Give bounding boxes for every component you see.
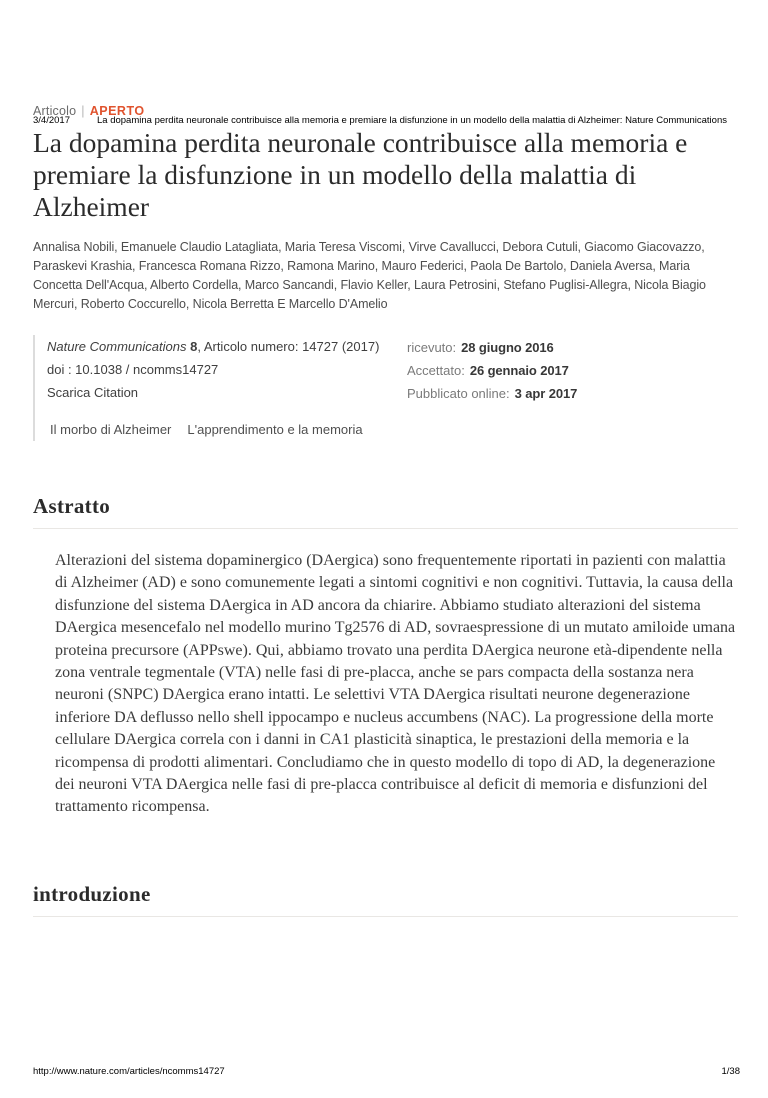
citation-line (47, 335, 395, 358)
author-list[interactable]: Annalisa Nobili, Emanuele Claudio Latagliata, Maria Teresa Viscomi, Virve Cavallucci, Debora Cutuli, Giacomo Giacovazzo, Paraskevi Krashia, Francesca Romana Rizzo, Ramona Marino, Mauro Federici, Paola De Bartolo, Daniela Aversa, Maria Concetta Dell'Acqua, Alberto Cordella, Marco Sancandi, Flavio Keller, Laura Petrosini, Stefano Puglisi-Allegra, Nicola Biagio Mercuri, Roberto Coccurello, Nicola Berretta E Marcello D'Amelio (33, 240, 706, 311)
print-page-indicator: 1/38 (721, 1066, 740, 1077)
kicker-separator: | (81, 104, 85, 118)
citation-suffix: , Articolo numero: 14727 (2017) (197, 339, 380, 354)
journal-volume: 8 (190, 339, 198, 354)
print-header (33, 115, 740, 126)
accepted-date: Accettato: 26 gennaio 2017 (407, 363, 569, 378)
abstract-divider (33, 528, 738, 529)
print-footer (33, 1066, 740, 1077)
open-access-label[interactable]: APERTO (89, 104, 145, 118)
citation-meta-row (33, 335, 738, 441)
introduction-divider (33, 916, 738, 917)
abstract-text: Alterazioni del sistema dopaminergico (DAergica) sono frequentemente riportati in pazienti con malattia di Alzheimer (AD) e sono comunemente legati a sintomi cognitivi e non cognitivi. Tuttavia, la causa della disfunzione del sistema DAergica in AD ancora da chiarire. Abbiamo studiato alterazioni del sistema DAergica mesencefalo nel modello murino Tg2576 di AD, sovraespressione di un mutato amiloide umana proteina precursore (APPswe). Qui, abbiamo trovato una perdita DAergica neurone età-dipendente nella zona ventrale tegmentale (VTA) nelle fasi di pre-placca, anche se pars compacta della sostanza nera neuroni (SNPC) DAergica erano intatti. Le selettivi VTA DAergica risultati neurone degenerazione inferiore DA deflusso nello shell ippocampo e nucleus accumbens (NAC). La progressione della morte cellulare DAergica correla con i danni in CA1 plasticità sinaptica, le prestazioni della memoria e la ricompensa di prodotti alimentari. Concludiamo che in questo modello di topo di AD, la degenerazione dei neuroni VTA DAergica nelle fasi di pre-placca contribuisce al deficit di memoria e disfunzioni del trattamento ricompensa. (55, 552, 736, 816)
introduction-heading: introduzione (33, 881, 151, 906)
doi-line: doi : 10.1038 / ncomms14727 (47, 362, 219, 377)
published-date: Pubblicato online: 3 apr 2017 (407, 386, 578, 401)
print-date: 3/4/2017 (33, 115, 70, 126)
article-page (0, 104, 768, 917)
article-dates (407, 335, 577, 441)
print-page-title: La dopamina perdita neuronale contribuisce alla memoria e premiare la disfunzione in un modello della malattia di Alzheimer: Nature Communications (97, 115, 727, 126)
journal-name[interactable]: Nature Communications (47, 339, 187, 354)
received-date: ricevuto: 28 giugno 2016 (407, 340, 554, 355)
subject-tag-learning-memory[interactable]: L'apprendimento e la memoria (187, 422, 363, 437)
abstract-heading: Astratto (33, 494, 111, 518)
article-type-label: Articolo (33, 104, 77, 118)
citation-box (33, 335, 395, 441)
subject-tags (47, 418, 395, 441)
download-citation-link[interactable]: Scarica Citation (47, 385, 139, 400)
article-title: La dopamina perdita neuronale contribuisce alla memoria e premiare la disfunzione in un modello della malattia di Alzheimer (33, 127, 688, 222)
subject-tag-alzheimer[interactable]: Il morbo di Alzheimer (50, 422, 172, 437)
print-url: http://www.nature.com/articles/ncomms14727 (33, 1066, 225, 1077)
